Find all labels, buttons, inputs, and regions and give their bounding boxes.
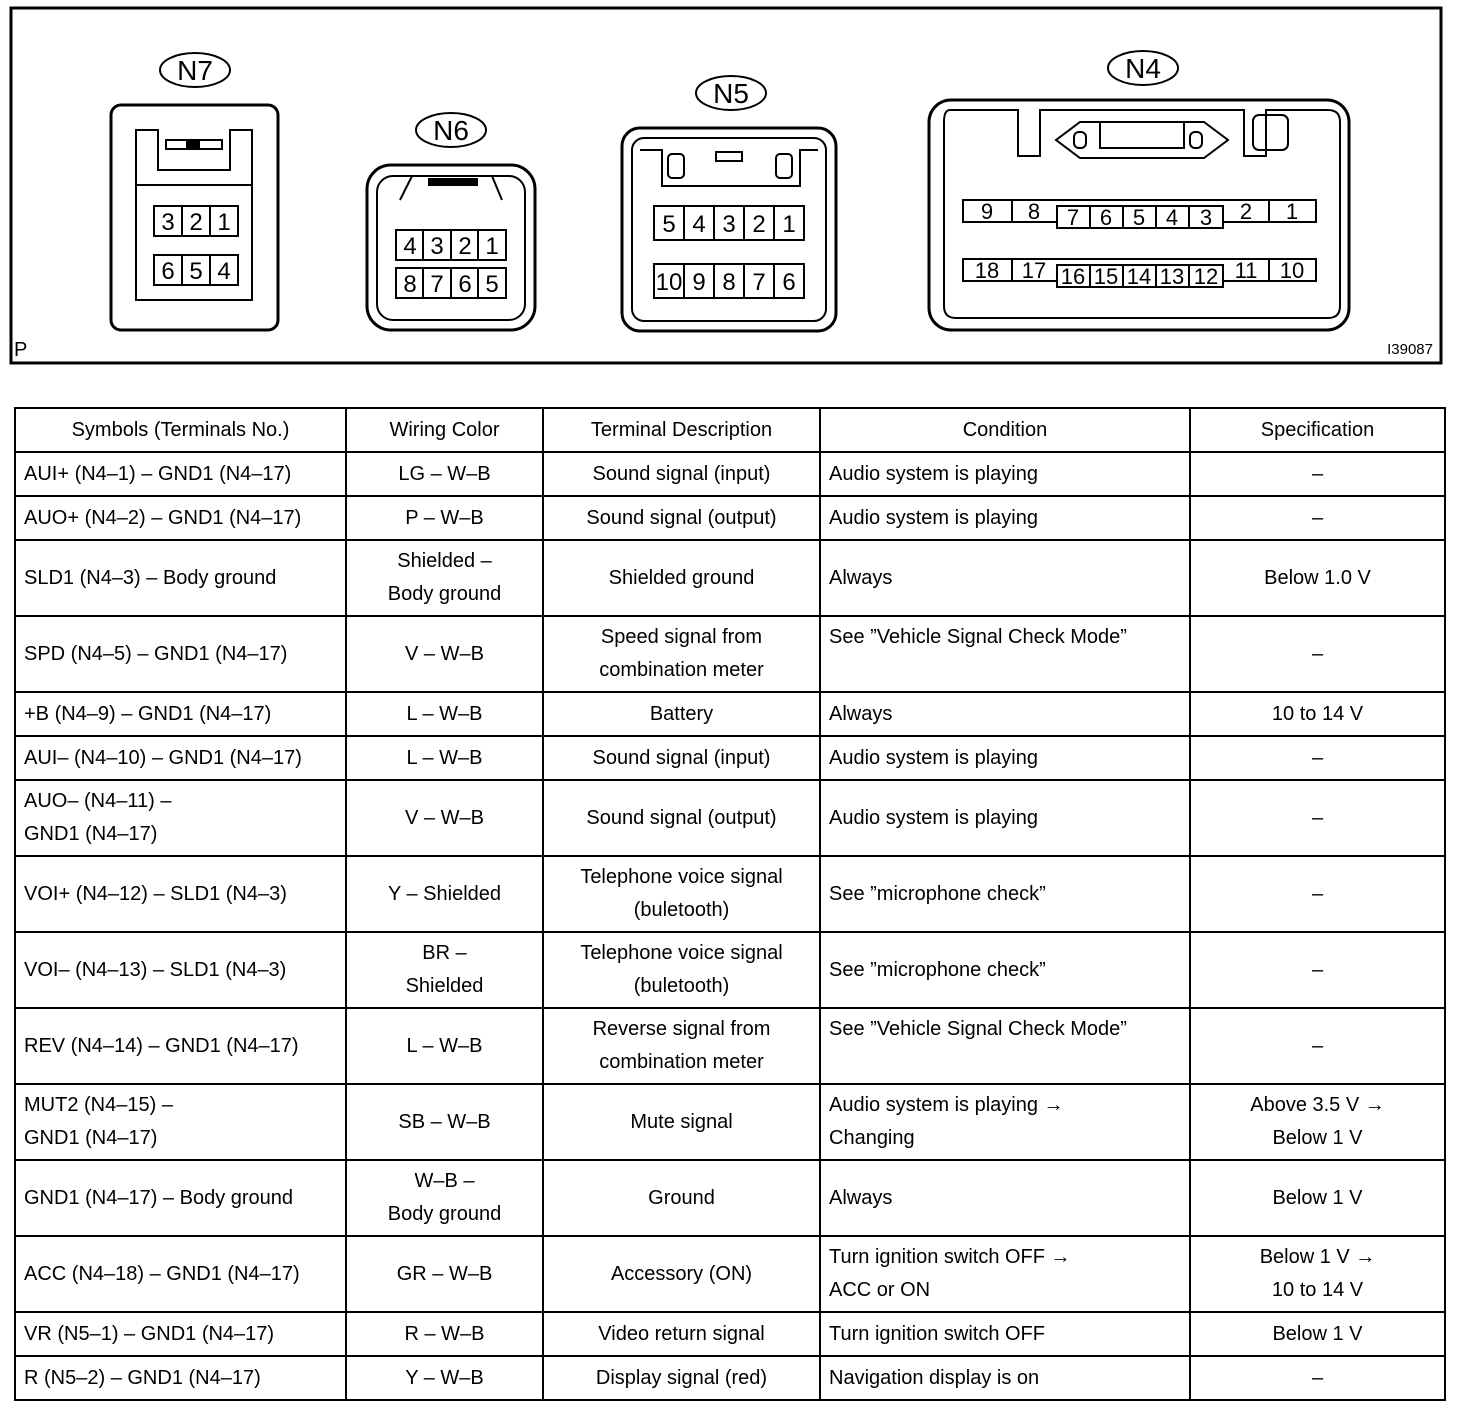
cell-text: Video return signal	[598, 1322, 765, 1345]
cell-text: Above 3.5 V →	[1250, 1094, 1385, 1116]
cell-text: AUI– (N4–10) – GND1 (N4–17)	[24, 746, 302, 769]
cell-condition	[820, 1008, 1190, 1084]
cell-wiring-color	[346, 692, 543, 736]
table-row	[15, 540, 1445, 616]
table-row	[15, 496, 1445, 540]
connector-n6	[367, 113, 535, 330]
cell-text: Body ground	[387, 583, 502, 605]
pin-label: 3	[1199, 205, 1213, 230]
cell-text: –	[1311, 506, 1324, 529]
cell-text: Sound signal (output)	[586, 506, 777, 529]
cell-condition	[820, 1084, 1190, 1160]
table-row	[15, 1356, 1445, 1400]
cell-text: W–B –	[414, 1170, 475, 1192]
cell-text: –	[1311, 642, 1324, 665]
pin-label: 6	[161, 258, 175, 285]
cell-text: SLD1 (N4–3) – Body ground	[24, 566, 277, 589]
connector-n4	[929, 51, 1349, 330]
pin-label: 7	[430, 271, 444, 298]
cell-text: L – W–B	[406, 702, 483, 725]
cell-terminal-description	[543, 780, 820, 856]
cell-text: Battery	[649, 702, 714, 725]
cell-text: V – W–B	[405, 806, 484, 829]
cell-specification	[1190, 452, 1445, 496]
header-specification: Specification	[1190, 408, 1445, 452]
cell-wiring-color	[346, 1084, 543, 1160]
cell-symbol	[15, 692, 346, 736]
table-row	[15, 1008, 1445, 1084]
cell-text: Audio system is playing	[829, 506, 1038, 529]
cell-text: Changing	[829, 1127, 915, 1149]
cell-wiring-color	[346, 1008, 543, 1084]
cell-text: Body ground	[387, 1203, 502, 1225]
cell-text: Turn ignition switch OFF	[829, 1322, 1045, 1345]
cell-terminal-description	[543, 1008, 820, 1084]
pin-label: 7	[1066, 205, 1080, 230]
cell-specification	[1190, 1356, 1445, 1400]
cell-text: GND1 (N4–17) – Body ground	[24, 1186, 294, 1209]
cell-text: Audio system is playing →	[829, 1094, 1064, 1116]
corner-label: P	[14, 339, 28, 361]
cell-text: Reverse signal from	[592, 1018, 771, 1040]
cell-text: Ground	[648, 1186, 715, 1209]
cell-specification	[1190, 780, 1445, 856]
cell-text: (buletooth)	[633, 975, 730, 997]
pin-label: 1	[485, 233, 499, 260]
cell-symbol	[15, 616, 346, 692]
cell-text: –	[1311, 462, 1324, 485]
cell-text: VOI– (N4–13) – SLD1 (N4–3)	[24, 958, 287, 981]
cell-terminal-description	[543, 540, 820, 616]
connector-label-n5: N5	[713, 78, 749, 109]
cell-text: LG – W–B	[398, 462, 491, 485]
cell-condition	[820, 1356, 1190, 1400]
cell-condition	[820, 496, 1190, 540]
pin-label: 3	[161, 209, 175, 236]
cell-text: AUO+ (N4–2) – GND1 (N4–17)	[24, 506, 302, 529]
pin-label: 2	[458, 233, 472, 260]
cell-text: Telephone voice signal	[580, 866, 783, 888]
cell-text: Speed signal from	[600, 626, 763, 648]
pin-label: 4	[217, 258, 231, 285]
cell-condition	[820, 692, 1190, 736]
cell-text: 10 to 14 V	[1271, 702, 1364, 725]
cell-wiring-color	[346, 452, 543, 496]
cell-text: GND1 (N4–17)	[24, 1127, 158, 1149]
cell-wiring-color	[346, 496, 543, 540]
cell-symbol	[15, 1084, 346, 1160]
cell-condition	[820, 1160, 1190, 1236]
cell-symbol	[15, 932, 346, 1008]
header-terminal-description: Terminal Description	[543, 408, 820, 452]
cell-text: Below 1 V	[1272, 1186, 1363, 1209]
cell-condition	[820, 540, 1190, 616]
cell-text: –	[1311, 806, 1324, 829]
cell-terminal-description	[543, 452, 820, 496]
cell-specification	[1190, 1084, 1445, 1160]
cell-text: MUT2 (N4–15) –	[24, 1094, 173, 1116]
cell-symbol	[15, 1356, 346, 1400]
cell-text: –	[1311, 882, 1324, 905]
pin-label: 8	[403, 271, 417, 298]
cell-symbol	[15, 780, 346, 856]
cell-text: (buletooth)	[633, 899, 730, 921]
connector-label-n7: N7	[177, 55, 213, 86]
cell-condition	[820, 736, 1190, 780]
table-row	[15, 1084, 1445, 1160]
cell-specification	[1190, 1160, 1445, 1236]
header-wiring-color: Wiring Color	[346, 408, 543, 452]
cell-wiring-color	[346, 736, 543, 780]
connector-label-n4: N4	[1125, 53, 1161, 84]
pin-label: 13	[1159, 264, 1185, 289]
cell-text: See ”microphone check”	[829, 958, 1046, 981]
cell-text: Audio system is playing	[829, 746, 1038, 769]
connector-diagram	[0, 0, 1472, 370]
cell-text: AUI+ (N4–1) – GND1 (N4–17)	[24, 462, 292, 485]
cell-condition	[820, 1312, 1190, 1356]
pin-label: 4	[1165, 205, 1179, 230]
cell-text: Navigation display is on	[829, 1366, 1040, 1389]
pin-label: 6	[458, 271, 472, 298]
cell-specification	[1190, 1312, 1445, 1356]
cell-terminal-description	[543, 1356, 820, 1400]
cell-text: Turn ignition switch OFF →	[829, 1246, 1071, 1268]
table-row	[15, 1236, 1445, 1312]
pin-label: 18	[974, 258, 1000, 283]
cell-text: See ”microphone check”	[829, 882, 1046, 905]
cell-text: Always	[829, 566, 893, 589]
header-symbols: Symbols (Terminals No.)	[15, 408, 346, 452]
cell-text: Below 1 V	[1272, 1127, 1363, 1149]
pin-label: 12	[1193, 264, 1219, 289]
cell-text: Sound signal (input)	[592, 462, 771, 485]
cell-text: GND1 (N4–17)	[24, 823, 158, 845]
cell-terminal-description	[543, 616, 820, 692]
cell-text: combination meter	[599, 659, 764, 681]
table-row	[15, 452, 1445, 496]
cell-text: Audio system is playing	[829, 462, 1038, 485]
pin-label: 17	[1021, 258, 1047, 283]
cell-text: Shielded ground	[608, 566, 755, 589]
cell-symbol	[15, 496, 346, 540]
cell-text: Always	[829, 1186, 893, 1209]
cell-text: Below 1 V →	[1259, 1246, 1376, 1268]
cell-text: Shielded	[405, 975, 484, 997]
cell-symbol	[15, 1008, 346, 1084]
cell-text: –	[1311, 1034, 1324, 1057]
pin-label: 2	[189, 209, 203, 236]
cell-text: P – W–B	[405, 506, 484, 529]
cell-text: L – W–B	[406, 746, 483, 769]
cell-wiring-color	[346, 540, 543, 616]
table-row	[15, 616, 1445, 692]
pin-label: 5	[189, 258, 203, 285]
pin-label: 4	[403, 233, 417, 260]
pin-label: 15	[1093, 264, 1119, 289]
cell-text: +B (N4–9) – GND1 (N4–17)	[24, 702, 272, 725]
cell-condition	[820, 856, 1190, 932]
cell-text: R (N5–2) – GND1 (N4–17)	[24, 1366, 261, 1389]
cell-text: Accessory (ON)	[610, 1262, 753, 1285]
cell-condition	[820, 452, 1190, 496]
cell-text: BR –	[422, 942, 467, 964]
cell-symbol	[15, 1312, 346, 1356]
pin-label: 11	[1234, 258, 1258, 283]
cell-text: Mute signal	[630, 1110, 733, 1133]
pin-label: 16	[1060, 264, 1086, 289]
cell-specification	[1190, 616, 1445, 692]
cell-terminal-description	[543, 1160, 820, 1236]
table-row	[15, 1312, 1445, 1356]
cell-terminal-description	[543, 1084, 820, 1160]
pin-label: 3	[722, 211, 736, 238]
pin-label: 2	[1239, 199, 1253, 224]
cell-text: V – W–B	[405, 642, 484, 665]
pin-label: 3	[430, 233, 444, 260]
cell-specification	[1190, 540, 1445, 616]
cell-text: Audio system is playing	[829, 806, 1038, 829]
cell-text: Always	[829, 702, 893, 725]
cell-wiring-color	[346, 780, 543, 856]
cell-terminal-description	[543, 932, 820, 1008]
cell-text: –	[1311, 1366, 1324, 1389]
cell-text: ACC (N4–18) – GND1 (N4–17)	[24, 1262, 300, 1285]
pin-label: 9	[692, 269, 706, 296]
table-row	[15, 780, 1445, 856]
table-row	[15, 692, 1445, 736]
cell-text: Shielded –	[397, 550, 492, 572]
pin-label: 1	[782, 211, 796, 238]
pin-label: 14	[1126, 264, 1152, 289]
pin-label: 7	[752, 269, 766, 296]
cell-text: VOI+ (N4–12) – SLD1 (N4–3)	[24, 882, 287, 905]
cell-text: REV (N4–14) – GND1 (N4–17)	[24, 1034, 299, 1057]
pin-label: 6	[1099, 205, 1113, 230]
cell-specification	[1190, 1236, 1445, 1312]
connector-n7	[111, 53, 278, 330]
cell-text: Telephone voice signal	[580, 942, 783, 964]
cell-text: Below 1 V	[1272, 1322, 1363, 1345]
cell-text: L – W–B	[406, 1034, 483, 1057]
cell-symbol	[15, 856, 346, 932]
pin-label: 5	[485, 271, 499, 298]
header-condition: Condition	[820, 408, 1190, 452]
cell-text: 10 to 14 V	[1271, 1279, 1364, 1301]
pin-label: 5	[1132, 205, 1146, 230]
cell-text: Display signal (red)	[595, 1366, 768, 1389]
terminal-table	[14, 407, 1446, 1401]
cell-symbol	[15, 452, 346, 496]
cell-text: See ”Vehicle Signal Check Mode”	[829, 1018, 1127, 1040]
cell-text: SB – W–B	[398, 1110, 491, 1133]
connector-label-n6: N6	[433, 115, 469, 146]
cell-symbol	[15, 1160, 346, 1236]
cell-text: SPD (N4–5) – GND1 (N4–17)	[24, 642, 288, 665]
pin-label: 2	[752, 211, 766, 238]
cell-specification	[1190, 736, 1445, 780]
table-header-row	[15, 408, 1445, 452]
cell-terminal-description	[543, 496, 820, 540]
cell-specification	[1190, 692, 1445, 736]
pin-label: 10	[655, 269, 683, 296]
cell-terminal-description	[543, 1236, 820, 1312]
cell-wiring-color	[346, 1236, 543, 1312]
table-row	[15, 736, 1445, 780]
cell-specification	[1190, 1008, 1445, 1084]
cell-text: Sound signal (input)	[592, 746, 771, 769]
cell-text: combination meter	[599, 1051, 764, 1073]
pin-label: 8	[1027, 199, 1041, 224]
table-row	[15, 932, 1445, 1008]
cell-terminal-description	[543, 692, 820, 736]
cell-text: AUO– (N4–11) –	[24, 790, 172, 812]
pin-label: 10	[1279, 258, 1305, 283]
cell-specification	[1190, 856, 1445, 932]
cell-wiring-color	[346, 1356, 543, 1400]
table-row	[15, 856, 1445, 932]
cell-text: Y – Shielded	[387, 882, 502, 905]
cell-terminal-description	[543, 1312, 820, 1356]
pin-label: 5	[662, 211, 676, 238]
cell-text: Sound signal (output)	[586, 806, 777, 829]
cell-symbol	[15, 540, 346, 616]
cell-wiring-color	[346, 856, 543, 932]
cell-symbol	[15, 1236, 346, 1312]
cell-specification	[1190, 496, 1445, 540]
cell-text: R – W–B	[404, 1322, 485, 1345]
cell-text: GR – W–B	[396, 1262, 493, 1285]
pin-label: 4	[692, 211, 706, 238]
cell-wiring-color	[346, 1160, 543, 1236]
pin-label: 8	[722, 269, 736, 296]
cell-specification	[1190, 932, 1445, 1008]
cell-text: –	[1311, 958, 1324, 981]
cell-text: –	[1311, 746, 1324, 769]
figure-id: I39087	[1387, 341, 1433, 358]
cell-text: See ”Vehicle Signal Check Mode”	[829, 626, 1127, 648]
cell-condition	[820, 616, 1190, 692]
pin-label: 9	[980, 199, 994, 224]
pin-label: 6	[782, 269, 796, 296]
cell-wiring-color	[346, 1312, 543, 1356]
cell-terminal-description	[543, 736, 820, 780]
connector-n5	[622, 76, 836, 331]
cell-text: Below 1.0 V	[1264, 566, 1371, 589]
cell-text: VR (N5–1) – GND1 (N4–17)	[24, 1322, 275, 1345]
cell-wiring-color	[346, 932, 543, 1008]
pin-label: 1	[1285, 199, 1299, 224]
table-row	[15, 1160, 1445, 1236]
cell-text: Y – W–B	[405, 1366, 484, 1389]
cell-wiring-color	[346, 616, 543, 692]
cell-symbol	[15, 736, 346, 780]
cell-terminal-description	[543, 856, 820, 932]
cell-condition	[820, 1236, 1190, 1312]
pin-label: 1	[217, 209, 231, 236]
cell-condition	[820, 932, 1190, 1008]
table-body	[15, 452, 1445, 1400]
cell-condition	[820, 780, 1190, 856]
cell-text: ACC or ON	[829, 1279, 931, 1301]
